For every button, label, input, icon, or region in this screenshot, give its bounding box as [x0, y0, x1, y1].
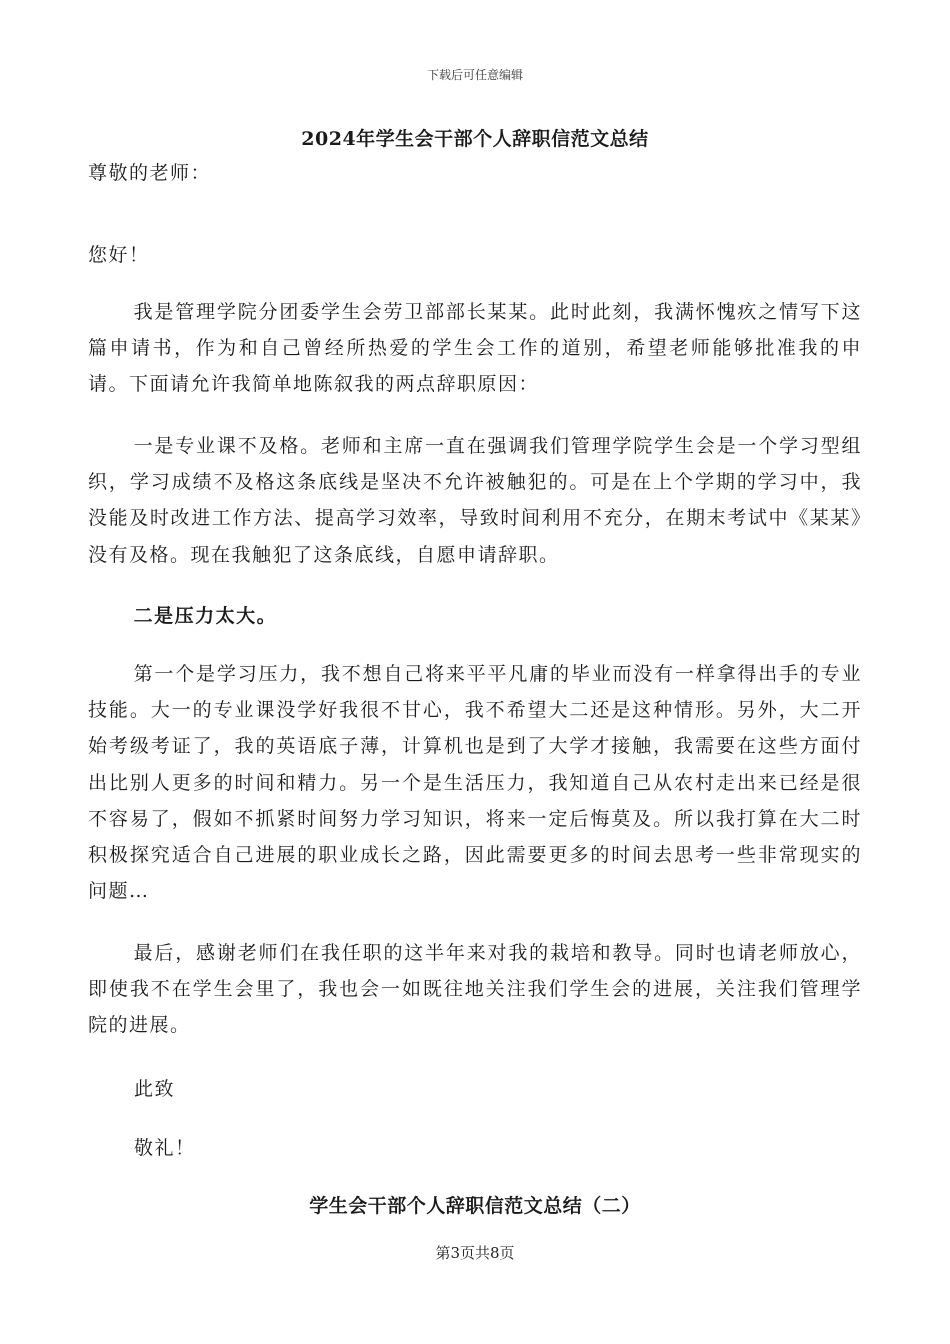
closing-line-1: 此致 — [134, 1078, 176, 1100]
document-title: 2024年学生会干部个人辞职信范文总结 — [301, 128, 649, 150]
section-subtitle: 学生会干部个人辞职信范文总结（二） — [309, 1195, 641, 1217]
paragraph-intro: 我是管理学院分团委学生会劳卫部部长某某。此时此刻，我满怀愧疚之情写下这篇申请书，作为和自己曾经所热爱的学生会工作的道别，希望老师能够批准我的申请。下面请允许我简单地陈叙我的两点辞职原因： — [88, 301, 862, 396]
header-note: 下载后可任意编辑 — [426, 68, 523, 82]
paragraph-reason-one: 一是专业课不及格。老师和主席一直在强调我们管理学院学生会是一个学习型组织，学习成绩不及格这条底线是坚决不允许被触犯的。可是在上个学期的学习中，我没能及时改进工作方法、提高学习效率，导致时间利用不充分，在期末考试中《某某》没有及格。现在我触犯了这条底线，自愿申请辞职。 — [88, 435, 862, 566]
page-number: 第3页共8页 — [435, 1244, 515, 1262]
paragraph-thanks: 最后，感谢老师们在我任职的这半年来对我的栽培和教导。同时也请老师放心，即使我不在学生会里了，我也会一如既往地关注我们学生会的进展，关注我们管理学院的进展。 — [88, 942, 862, 1037]
paragraph-reason-two-heading: 二是压力太大。 — [133, 605, 278, 627]
closing-line-2: 敬礼！ — [134, 1137, 196, 1159]
salutation: 尊敬的老师： — [88, 162, 212, 184]
paragraph-pressure: 第一个是学习压力，我不想自己将来平平凡庸的毕业而没有一样拿得出手的专业技能。大一的专业课没学好我很不甘心，我不希望大二还是这种情形。另外，大二开始考级考证了，我的英语底子薄，计算机也是到了大学才接触，我需要在这些方面付出比别人更多的时间和精力。另一个是生活压力，我知道自己从农村走出来已经是很不容易了，假如不抓紧时间努力学习知识，将来一定后悔莫及。所以我打算在大二时积极探究适合自己进展的职业成长之路，因此需要更多的时间去思考一些非常现实的问题… — [88, 663, 862, 903]
greeting: 您好！ — [88, 244, 150, 266]
